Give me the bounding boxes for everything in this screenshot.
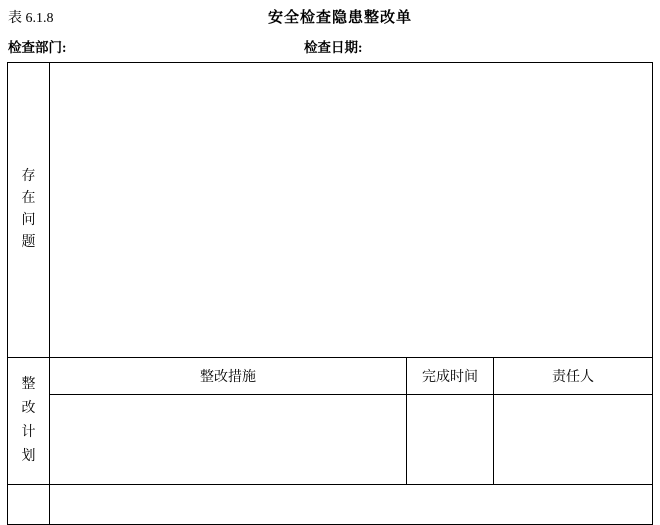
table-row [8, 395, 653, 485]
section-plan-label: 整 改 计 划 [21, 377, 36, 464]
next-section-content-cell[interactable] [50, 485, 653, 525]
deadline-input-cell[interactable] [407, 395, 494, 485]
responsible-input-cell[interactable] [494, 395, 653, 485]
table-row [8, 358, 653, 395]
section-plan-label-cell [8, 358, 50, 485]
section-problems-label-cell [8, 63, 50, 358]
next-section-label-cell [8, 485, 50, 525]
inspection-dept-value[interactable] [78, 36, 258, 52]
inspection-dept-label: 检查部门: [8, 40, 67, 55]
measures-input-cell[interactable] [50, 395, 407, 485]
inspection-date-label: 检查日期: [304, 40, 363, 55]
rectification-form-table [7, 62, 653, 525]
column-header-deadline: 完成时间 [407, 358, 494, 395]
table-number: 表 6.1.8 [8, 11, 54, 26]
document-header [0, 0, 660, 62]
problems-content-cell[interactable] [50, 63, 653, 358]
section-problems-label: 存 在 问 题 [21, 169, 36, 250]
table-row [8, 63, 653, 358]
table-row [8, 485, 653, 525]
page-title: 安全检查隐患整改单 [267, 10, 412, 26]
column-header-measures: 整改措施 [50, 358, 407, 395]
meta-line [0, 36, 660, 54]
inspection-date-value[interactable] [362, 36, 542, 52]
column-header-responsible: 责任人 [494, 358, 653, 395]
